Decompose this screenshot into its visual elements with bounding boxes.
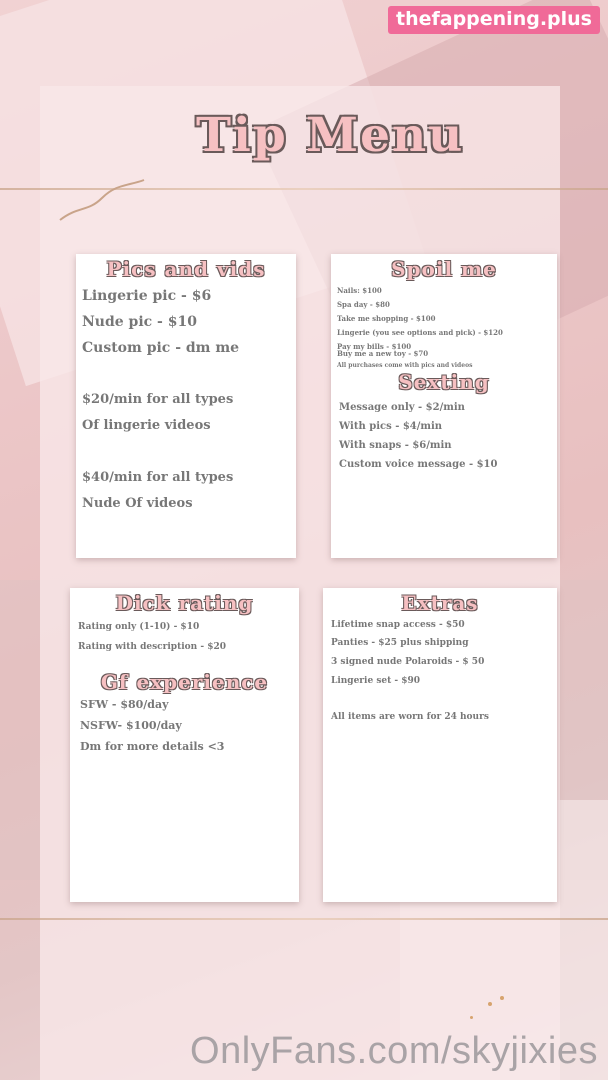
gold-divider-bottom	[0, 918, 608, 920]
menu-line: $20/min for all types	[82, 392, 234, 407]
menu-line: All purchases come with pics and videos	[337, 362, 473, 369]
gold-scribble-icon	[58, 176, 148, 226]
card-heading: Dick rating	[115, 591, 254, 615]
page-title: Tip Menu	[196, 108, 465, 163]
menu-line: Nude pic - $10	[82, 314, 197, 330]
card-dick-rating	[70, 588, 299, 902]
menu-line: Rating only (1-10) - $10	[78, 622, 200, 632]
card-heading: Pics and vids	[106, 257, 266, 281]
menu-line: Take me shopping - $100	[337, 314, 436, 323]
card-spoil-me	[331, 254, 557, 558]
menu-line: Dm for more details <3	[80, 740, 225, 753]
menu-line: 3 signed nude Polaroids - $ 50	[331, 657, 485, 667]
card-heading: Spoil me	[391, 257, 497, 281]
card-heading: Extras	[401, 591, 479, 615]
menu-line: Buy me a new toy - $70	[337, 349, 429, 358]
menu-line: Spa day - $80	[337, 300, 390, 309]
menu-line: All items are worn for 24 hours	[331, 712, 489, 722]
gold-dot	[488, 1002, 492, 1006]
card-heading-sexting: Sexting	[398, 370, 490, 394]
gold-dot	[500, 996, 504, 1000]
menu-line: Nails: $100	[337, 286, 382, 295]
footer-onlyfans-link[interactable]: OnlyFans.com/skyjixies	[190, 1030, 598, 1072]
menu-line: NSFW- $100/day	[80, 719, 182, 732]
watermark-badge[interactable]: thefappening.plus	[388, 6, 600, 34]
menu-line: Pay my bills - $100	[337, 342, 412, 351]
menu-line: Panties - $25 plus shipping	[331, 638, 469, 648]
menu-line: SFW - $80/day	[80, 698, 169, 711]
menu-line: With pics - $4/min	[339, 421, 443, 432]
menu-line: Lifetime snap access - $50	[331, 620, 465, 630]
menu-line: Lingerie (you see options and pick) - $120	[337, 328, 503, 337]
card-extras	[323, 588, 557, 902]
menu-line: Lingerie set - $90	[331, 676, 421, 686]
menu-line: $40/min for all types	[82, 470, 234, 485]
menu-line: Rating with description - $20	[78, 642, 226, 652]
card-heading-gf: Gf experience	[100, 670, 269, 694]
menu-line: With snaps - $6/min	[339, 440, 452, 451]
menu-line: Lingerie pic - $6	[82, 288, 212, 304]
card-pics-and-vids	[76, 254, 296, 558]
menu-line: Message only - $2/min	[339, 402, 465, 413]
menu-line: Of lingerie videos	[82, 418, 211, 433]
menu-panel	[40, 86, 560, 1080]
menu-line: Custom pic - dm me	[82, 340, 240, 356]
gold-dot	[470, 1016, 473, 1019]
menu-line: Custom voice message - $10	[339, 459, 498, 470]
menu-line: Nude Of videos	[82, 496, 193, 511]
